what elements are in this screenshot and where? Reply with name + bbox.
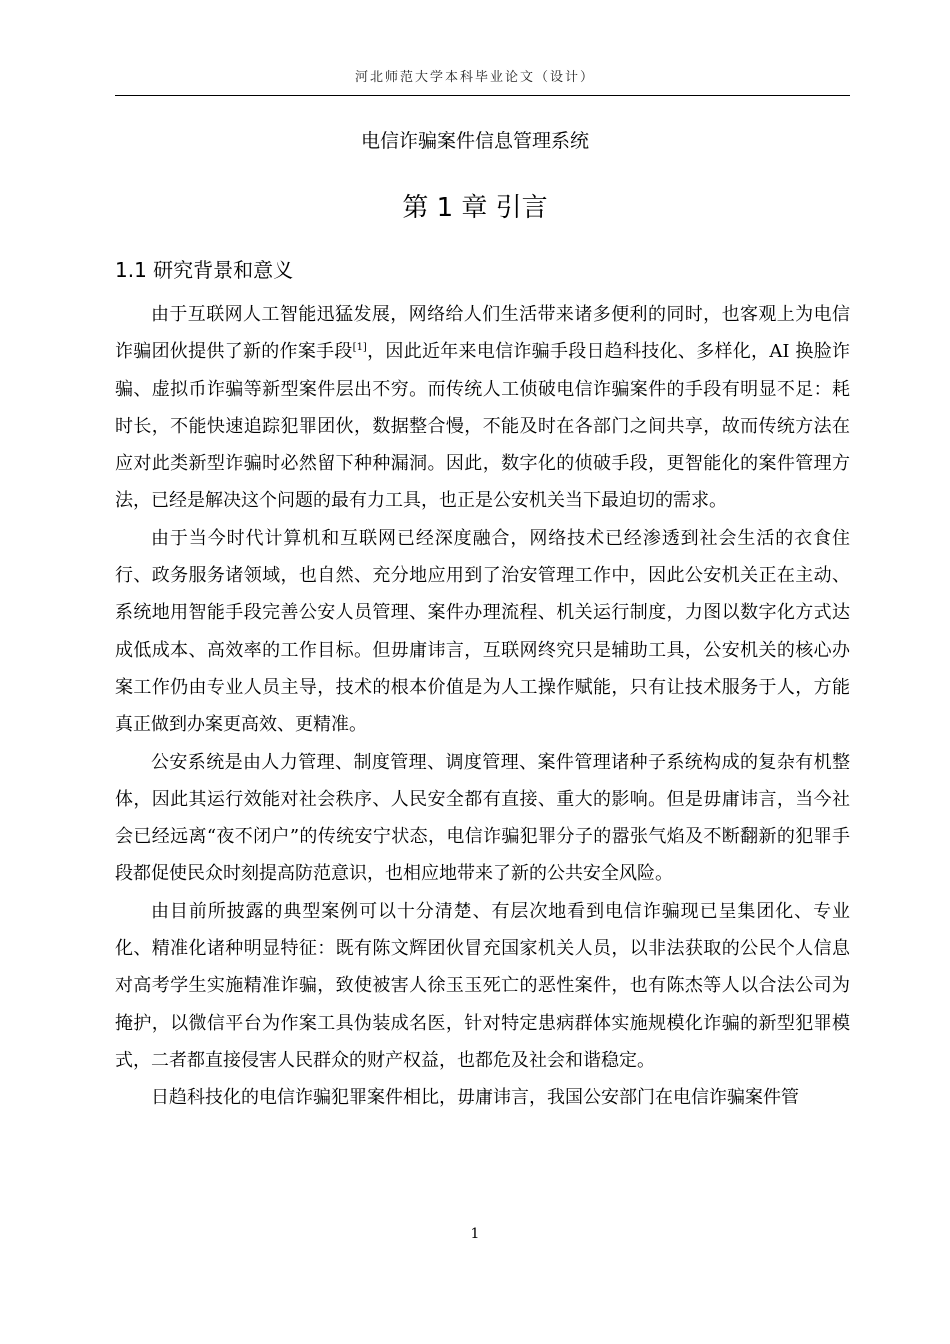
- paragraph-text: 由于互联网人工智能迅猛发展，网络给人们生活带来诸多便利的同时，也客观上为电信诈骗团伙提供了新的作案手段: [115, 304, 850, 363]
- section-heading: 1.1 研究背景和意义: [115, 258, 294, 282]
- running-header: 河北师范大学本科毕业论文（设计）: [354, 70, 595, 85]
- paragraph: [115, 296, 850, 520]
- paragraph: 日趋科技化的电信诈骗犯罪案件相比，毋庸讳言，我国公安部门在电信诈骗案件管: [151, 1087, 799, 1109]
- paragraph: 公安系统是由人力管理、制度管理、调度管理、案件管理诸种子系统构成的复杂有机整体，因此其运行效能对社会秩序、人民安全都有直接、重大的影响。但是毋庸讳言，当今社会已经远离“夜不闭户”的传统安宁状态，电信诈骗犯罪分子的嚣张气焰及不断翻新的犯罪手段都促使民众时刻提高防范意识，也相应地带来了新的公共安全风险。: [115, 751, 850, 885]
- paragraph: 由于当今时代计算机和互联网已经深度融合，网络技术已经渗透到社会生活的衣食住行、政务服务诸领域，也自然、充分地应用到了治安管理工作中，因此公安机关正在主动、系统地用智能手段完善公安人员管理、案件办理流程、机关运行制度，力图以数字化方式达成低成本、高效率的工作目标。但毋庸讳言，互联网终究只是辅助工具，公安机关的核心办案工作仍由专业人员主导，技术的根本价值是为人工操作赋能，只有让技术服务于人，方能真正做到办案更高效、更精准。: [115, 527, 850, 736]
- chapter-heading: 第 1 章 引言: [402, 193, 548, 223]
- citation-marker[interactable]: [1]: [352, 342, 367, 354]
- paragraph-text: ，因此近年来电信诈骗手段日趋科技化、多样化，AI 换脸诈骗、虚拟币诈骗等新型案件层出不穷。而传统人工侦破电信诈骗案件的手段有明显不足：耗时长，不能快速追踪犯罪团伙，数据整合慢，不能及时在各部门之间共享，故而传统方法在应对此类新型诈骗时必然留下种种漏洞。因此，数字化的侦破手段，更智能化的案件管理方法，已经是解决这个问题的最有力工具，也正是公安机关当下最迫切的需求。: [115, 341, 850, 512]
- body-text: [115, 296, 850, 1117]
- document-title: 电信诈骗案件信息管理系统: [360, 130, 589, 152]
- paragraph: 由目前所披露的典型案例可以十分清楚、有层次地看到电信诈骗现已呈集团化、专业化、精准化诸种明显特征：既有陈文辉团伙冒充国家机关人员，以非法获取的公民个人信息对高考学生实施精准诈骗，致使被害人徐玉玉死亡的恶性案件，也有陈杰等人以合法公司为掩护，以微信平台为作案工具伪装成名医，针对特定患病群体实施规模化诈骗的新型犯罪模式，二者都直接侵害人民群众的财产权益，也都危及社会和谐稳定。: [115, 900, 850, 1071]
- page-number: 1: [470, 1226, 480, 1242]
- header-divider: [115, 95, 850, 96]
